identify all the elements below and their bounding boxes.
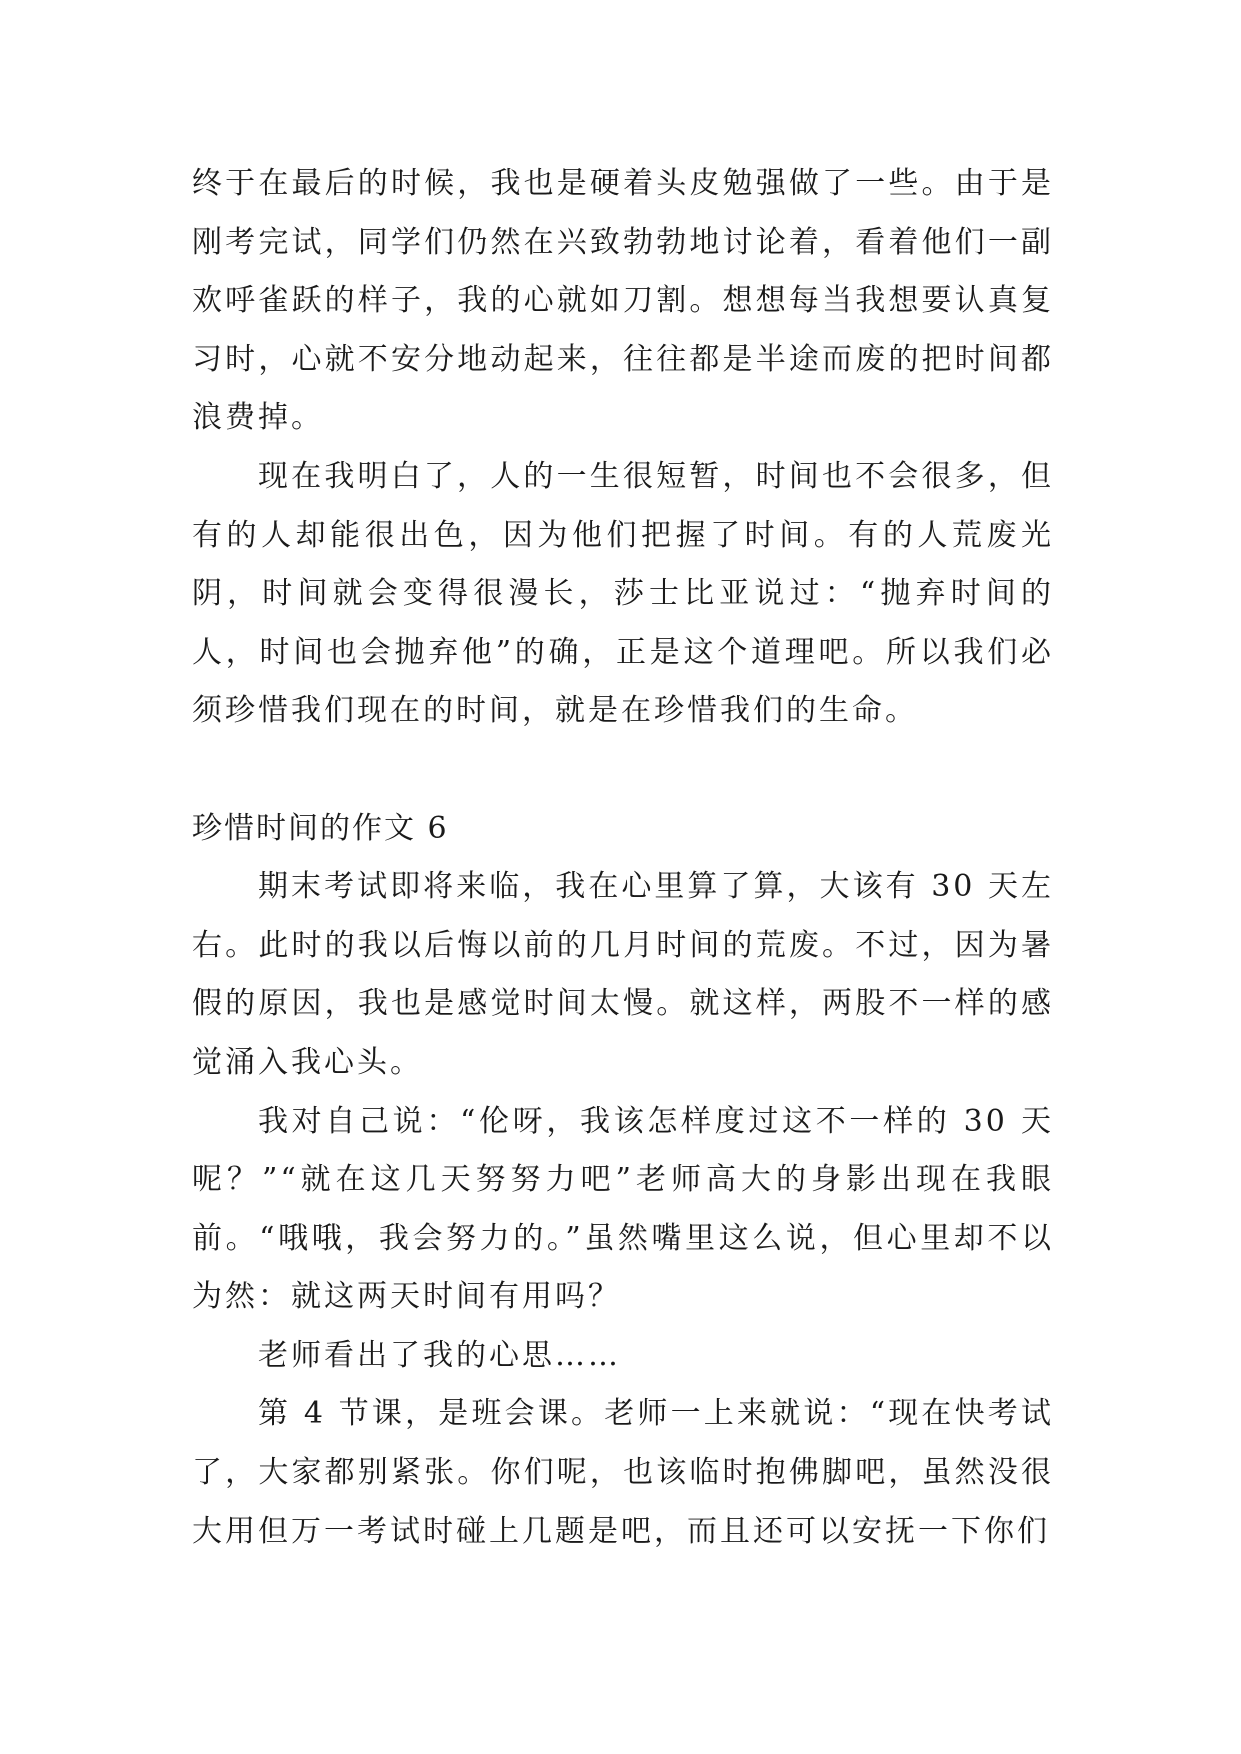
paragraph-class-meeting: 第 4 节课，是班会课。老师一上来就说：“现在快考试了，大家都别紧张。你们呢，也该临时抱佛脚吧，虽然没很大用但万一考试时碰上几题是吧，而且还可以安抚一下你们: [192, 1396, 1054, 1549]
document-body: [192, 155, 1054, 1561]
paragraph-self-talk: 我对自己说：“伦呀，我该怎样度过这不一样的 30 天呢？”“就在这几天努努力吧”老师高大的身影出现在我眼前。“哦哦，我会努力的。”虽然嘴里这么说，但心里却不以为然：就这两天时间有用吗？: [192, 1103, 1054, 1315]
paragraph-continued: 终于在最后的时候，我也是硬着头皮勉强做了一些。由于是刚考完试，同学们仍然在兴致勃勃地讨论着，看着他们一副欢呼雀跃的样子，我的心就如刀割。想想每当我想要认真复习时，心就不安分地动起来，往往都是半途而废的把时间都浪费掉。: [192, 166, 1054, 436]
section-heading: 珍惜时间的作文 6: [192, 810, 449, 846]
paragraph-realization: 现在我明白了，人的一生很短暂，时间也不会很多，但有的人却能很出色，因为他们把握了时间。有的人荒废光阴，时间就会变得很漫长，莎士比亚说过：“抛弃时间的人，时间也会抛弃他”的确，正是这个道理吧。所以我们必须珍惜我们现在的时间，就是在珍惜我们的生命。: [192, 458, 1054, 729]
paragraph-exam-coming: 期末考试即将来临，我在心里算了算，大该有 30 天左右。此时的我以后悔以前的几月时间的荒废。不过，因为暑假的原因，我也是感觉时间太慢。就这样，两股不一样的感觉涌入我心头。: [192, 869, 1054, 1080]
paragraph-teacher-noticed: 老师看出了我的心思……: [258, 1337, 621, 1373]
